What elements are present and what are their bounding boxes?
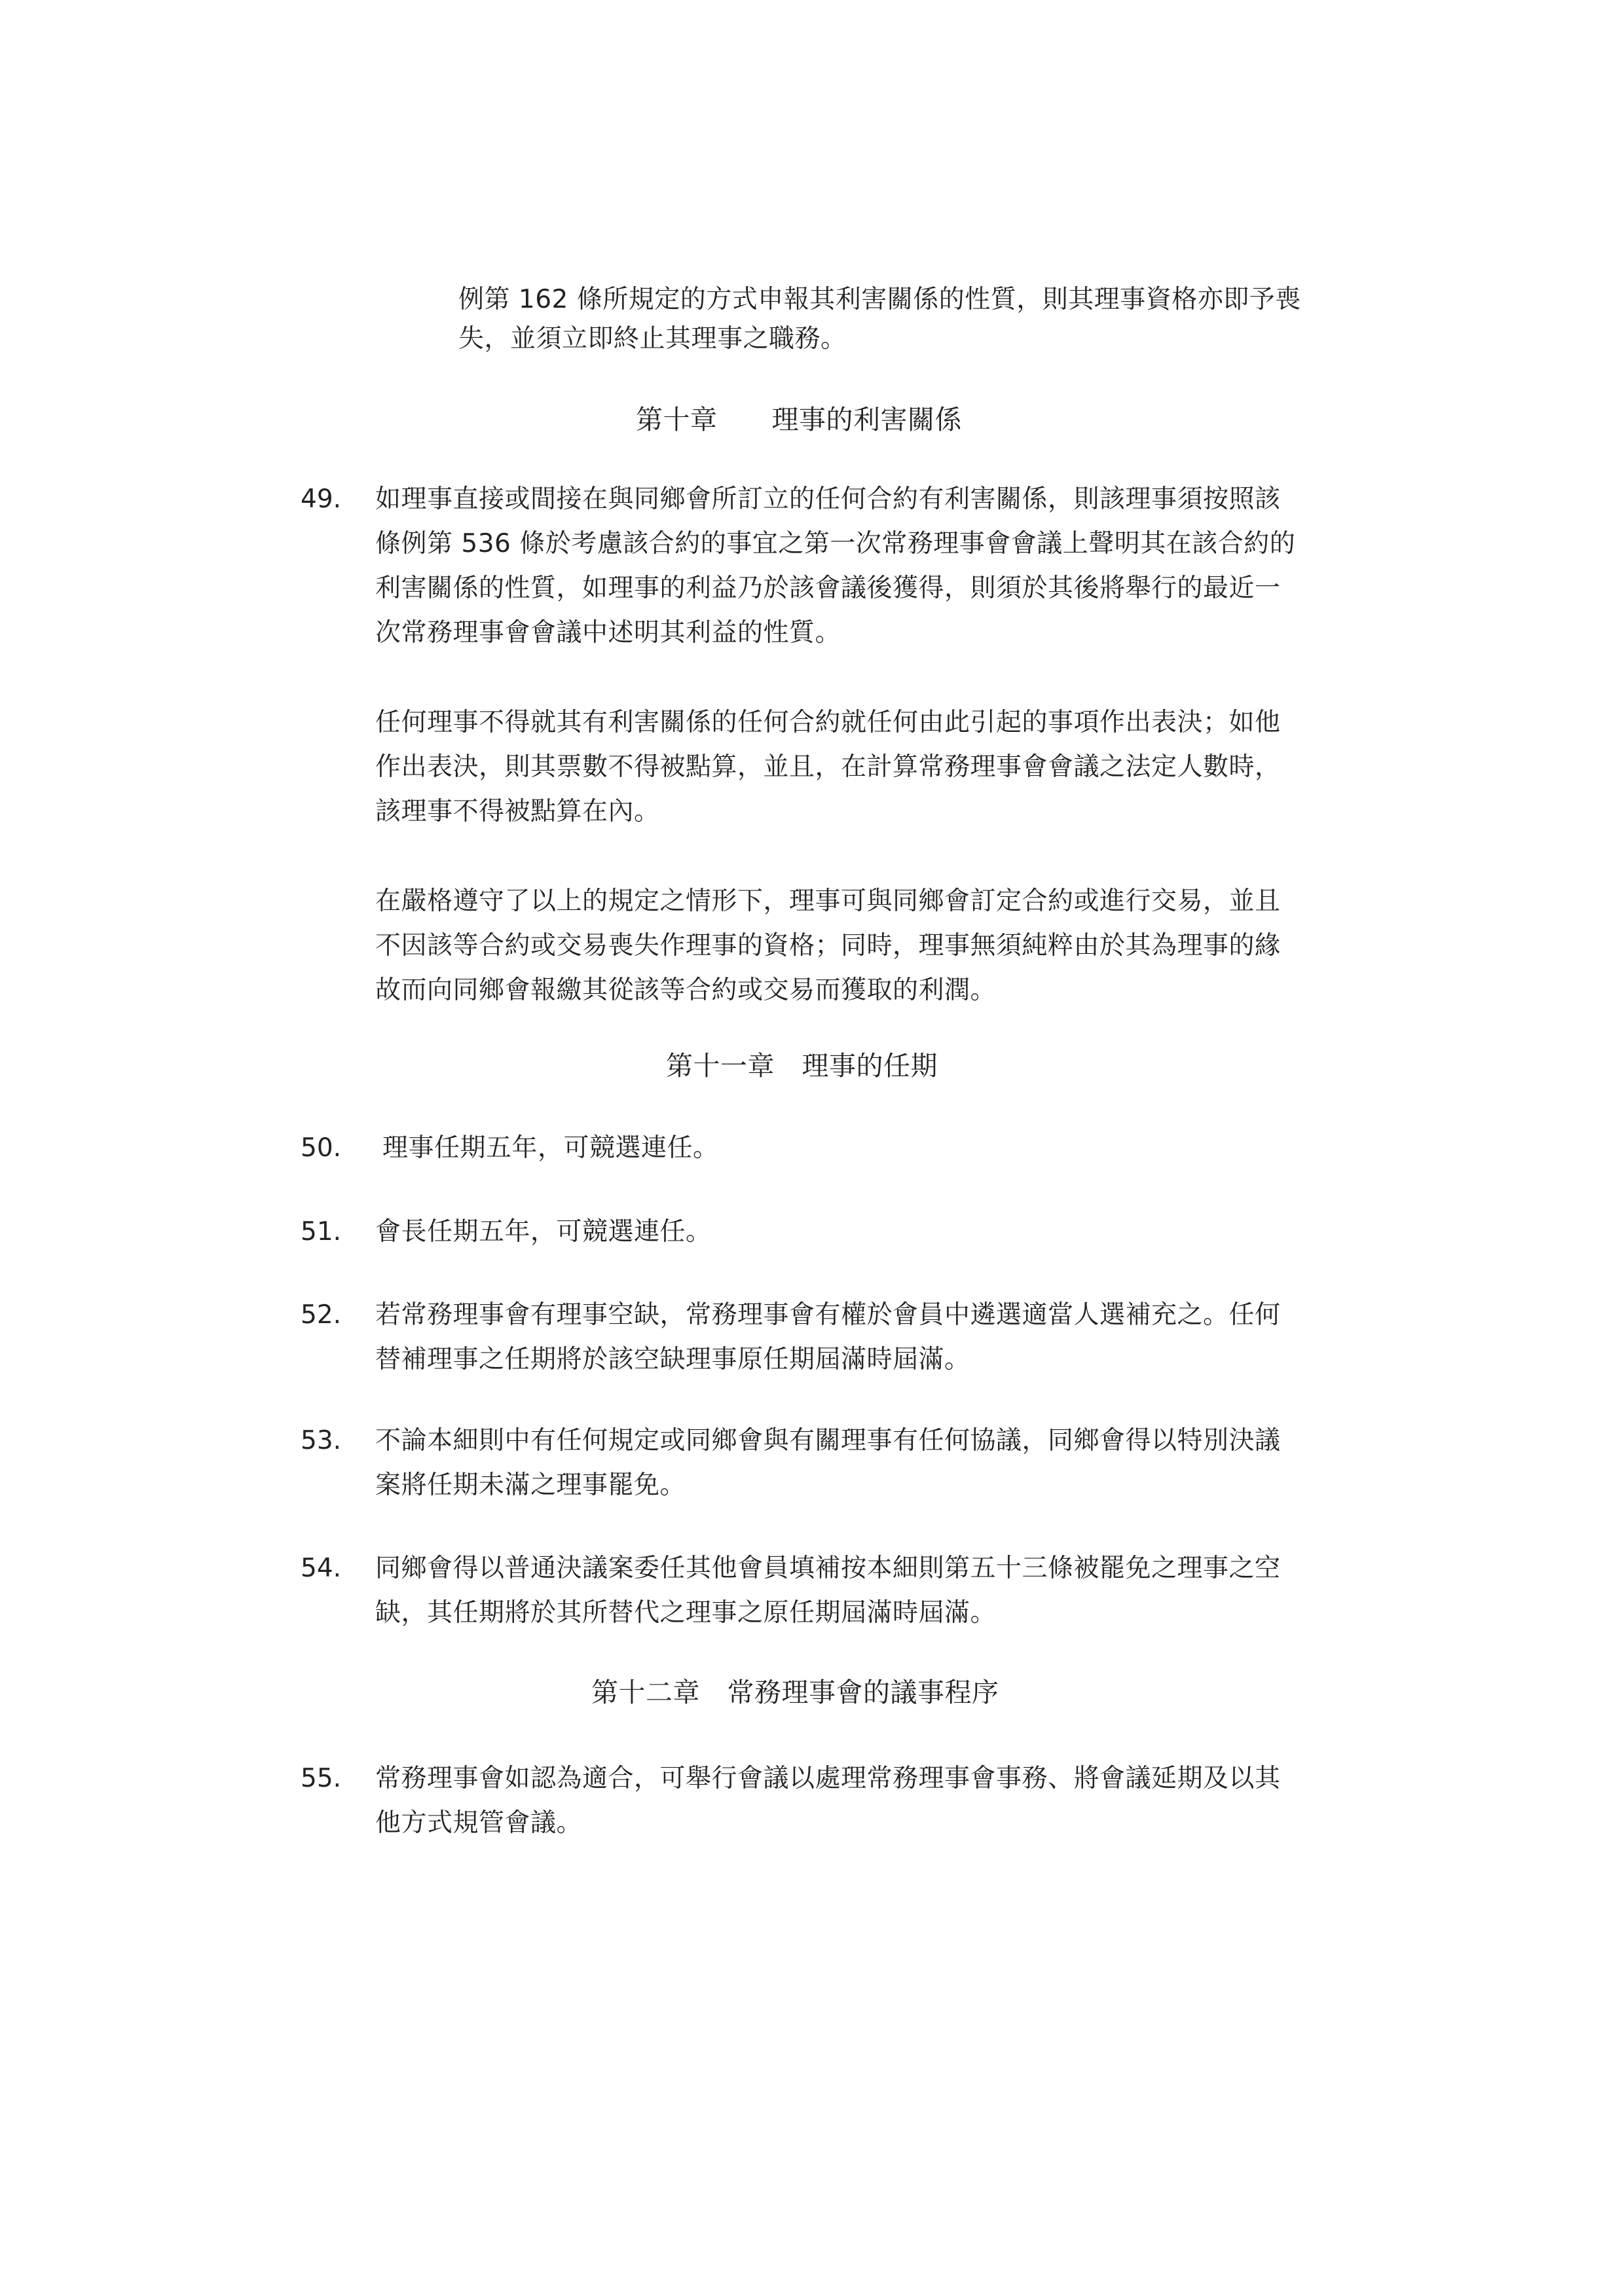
text-line: 缺，其任期將於其所替代之理事之原任期屆滿時屆滿。: [375, 1598, 997, 1628]
text-line: 會長任期五年，可競選連任。: [375, 1217, 712, 1247]
clause-55-text: [375, 1757, 1281, 1846]
text-line: 他方式規管會議。: [375, 1808, 583, 1838]
clause-number-50: 50.: [301, 1133, 342, 1163]
clause-52-text: [375, 1293, 1281, 1382]
text-line: 理事任期五年，可競選連任。: [382, 1133, 719, 1163]
clause-49-paragraph-1: [375, 477, 1295, 655]
clause-number-49: 49.: [301, 484, 342, 514]
text-line: 不論本細則中有任何規定或同鄉會與有關理事有任何協議，同鄉會得以特別決議: [375, 1426, 1281, 1455]
clause-number-55: 55.: [301, 1764, 342, 1793]
clause-54-text: [375, 1546, 1281, 1635]
text-line: 常務理事會如認為適合，可舉行會議以處理常務理事會事務、將會議延期及以其: [375, 1764, 1281, 1793]
chapter-11-heading: 第十一章 理事的任期: [666, 1050, 938, 1082]
text-line: 利害關係的性質，如理事的利益乃於該會議後獲得，則須於其後將舉行的最近一: [375, 574, 1281, 603]
text-line: 次常務理事會會議中述明其利益的性質。: [375, 618, 841, 647]
clause-number-51: 51.: [301, 1217, 342, 1247]
clause-49-paragraph-2: [375, 701, 1281, 834]
clause-53-text: [375, 1419, 1281, 1508]
continuation-paragraph: [458, 280, 1301, 359]
clause-50-text: [382, 1126, 719, 1171]
text-line: 條例第 536 條於考慮該合約的事宜之第一次常務理事會會議上聲明其在該合約的: [375, 529, 1296, 558]
text-line: 失，並須立即終止其理事之職務。: [458, 324, 847, 354]
chapter-10-heading: 第十章 理事的利害關係: [636, 404, 962, 435]
clause-51-text: [375, 1210, 712, 1254]
text-line: 如理事直接或間接在與同鄉會所訂立的任何合約有利害關係，則該理事須按照該: [375, 484, 1281, 514]
text-line: 在嚴格遵守了以上的規定之情形下，理事可與同鄉會訂定合約或進行交易，並且: [375, 886, 1281, 916]
clause-number-52: 52.: [301, 1300, 342, 1330]
clause-49-paragraph-3: [375, 879, 1281, 1013]
text-line: 替補理事之任期將於該空缺理事原任期屆滿時屆滿。: [375, 1345, 970, 1374]
text-line: 任何理事不得就其有利害關係的任何合約就任何由此引起的事項作出表決；如他: [375, 708, 1281, 737]
clause-number-54: 54.: [301, 1554, 342, 1583]
text-line: 案將任期未滿之理事罷免。: [375, 1470, 686, 1500]
text-line: 同鄉會得以普通決議案委任其他會員填補按本細則第五十三條被罷免之理事之空: [375, 1554, 1281, 1583]
text-line: 若常務理事會有理事空缺，常務理事會有權於會員中遴選適當人選補充之。任何: [375, 1300, 1281, 1330]
text-line: 不因該等合約或交易喪失作理事的資格；同時，理事無須純粹由於其為理事的緣: [375, 931, 1281, 960]
chapter-12-heading: 第十二章 常務理事會的議事程序: [591, 1677, 999, 1708]
text-line: 該理事不得被點算在內。: [375, 797, 660, 826]
text-line: 作出表決，則其票數不得被點算，並且，在計算常務理事會會議之法定人數時，: [375, 752, 1281, 782]
clause-number-53: 53.: [301, 1426, 342, 1455]
text-line: 例第 162 條所規定的方式申報其利害關係的性質，則其理事資格亦即予喪: [458, 285, 1301, 314]
text-line: 故而向同鄉會報繳其從該等合約或交易而獲取的利潤。: [375, 975, 997, 1005]
